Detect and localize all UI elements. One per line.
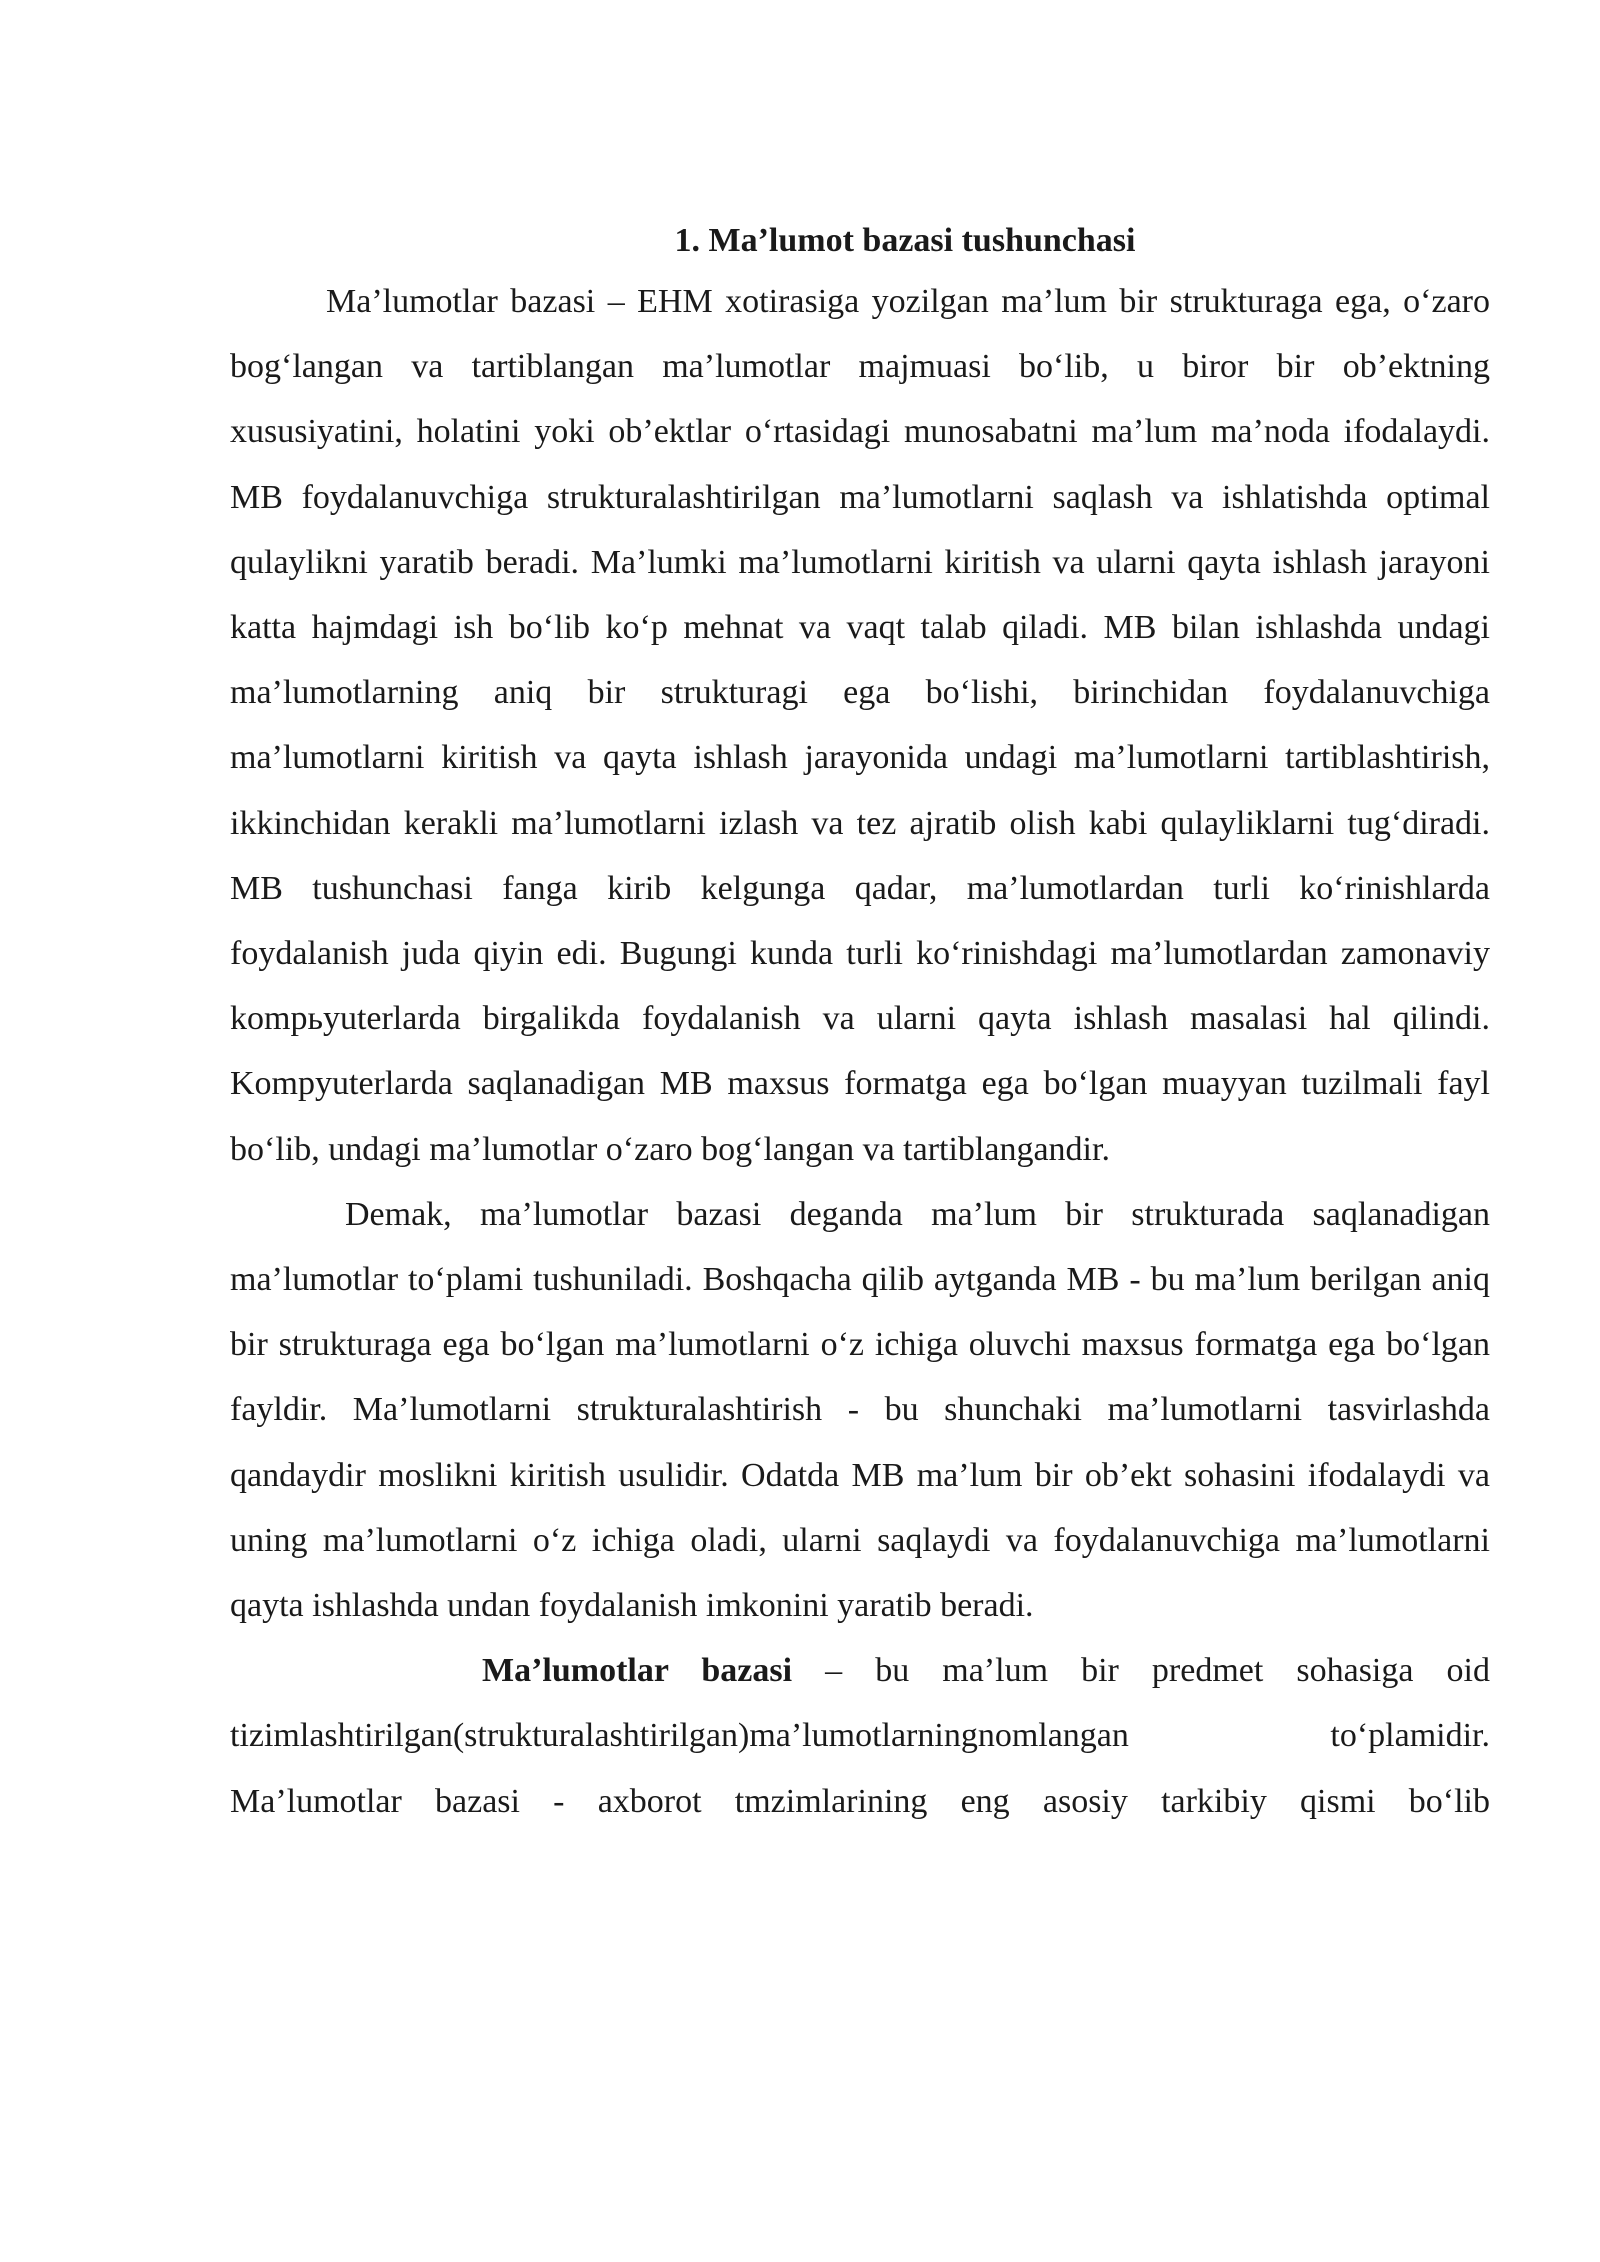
paragraph-3 <box>230 1638 1490 1834</box>
term-definition: – bu ma’lum bir predmet sohasiga oid <box>792 1652 1490 1690</box>
paragraph-1: Ma’lumotlar bazasi – EHM xotirasiga yozilgan ma’lum bir strukturaga ega, o‘zaro bog‘langan va tartiblangan ma’lumotlar majmuasi bo‘lib, u biror bir ob’ektning xususiyatini, holatini yoki ob’ektlar o‘rtasidagi munosabatni ma’lum ma’noda ifodalaydi. MB foydalanuvchiga strukturalashtirilgan ma’lumotlarni saqlash va ishlatishda optimal qulaylikni yaratib beradi. Ma’lumki ma’lumotlarni kiritish va ularni qayta ishlash jarayoni katta hajmdagi ish bo‘lib ko‘p mehnat va vaqt talab qiladi. MB bilan ishlashda undagi ma’lumotlarning aniq bir strukturagi ega bo‘lishi, birinchidan foydalanuvchiga ma’lumotlarni kiritish va qayta ishlash jarayonida undagi ma’lumotlarni tartiblashtirish, ikkinchidan kerakli ma’lumotlarni izlash va tez ajratib olish kabi qulayliklarni tug‘diradi. MB tushunchasi fanga kirib kelgunga qadar, ma’lumotlardan turli ko‘rinishlarda foydalanish juda qiyin edi. Bugungi kunda turli ko‘rinishdagi ma’lumotlardan zamonaviy kompьyuterlarda birgalikda foydalanish va ularni qayta ishlash masalasi hal qilindi. Kompyuterlarda saqlanadigan MB maxsus formatga ega bo‘lgan muayyan tuzilmali fayl bo‘lib, undagi ma’lumotlar o‘zaro bog‘langan va tartiblangandir. <box>230 283 1490 1168</box>
term-bold: Ma’lumotlar bazasi <box>482 1652 793 1690</box>
document-body <box>230 213 1490 1834</box>
paragraph-3-line-3: Ma’lumotlar bazasi - axborot tmzimlarining eng asosiy tarkibiy qismi bo‘lib <box>230 1782 1490 1820</box>
section-heading: 1. Ma’lumot bazasi tushunchasi <box>674 222 1136 259</box>
paragraph-3-line-2: tizimlashtirilgan(strukturalashtirilgan)ma’lumotlarningnomlangan to‘plamidir. <box>230 1717 1490 1755</box>
paragraph-3-line-1 <box>230 1638 1490 1703</box>
paragraph-2: Demak, ma’lumotlar bazasi deganda ma’lum bir strukturada saqlanadigan ma’lumotlar to‘plami tushuniladi. Boshqacha qilib aytganda MB - bu ma’lum berilgan aniq bir strukturaga ega bo‘lgan ma’lumotlarni o‘z ichiga oluvchi maxsus formatga ega bo‘lgan fayldir. Ma’lumotlarni strukturalashtirish - bu shunchaki ma’lumotlarni tasvirlashda qandaydir moslikni kiritish usulidir. Odatda MB ma’lum bir ob’ekt sohasini ifodalaydi va uning ma’lumotlarni o‘z ichiga oladi, ularni saqlaydi va foydalanuvchiga ma’lumotlarni qayta ishlashda undan foydalanish imkonini yaratib beradi. <box>230 1195 1490 1625</box>
